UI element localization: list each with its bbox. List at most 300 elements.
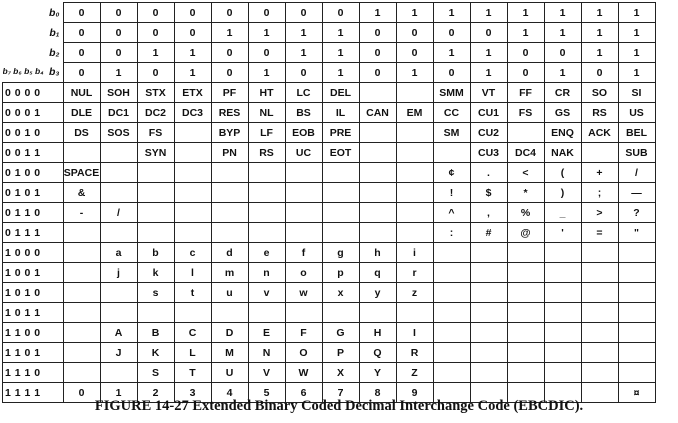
code-cell: J xyxy=(100,343,137,363)
header-bit-cell: 1 xyxy=(137,43,174,63)
code-cell xyxy=(581,263,618,283)
code-cell: LC xyxy=(285,83,322,103)
code-cell: c xyxy=(174,243,211,263)
code-cell: X xyxy=(322,363,359,383)
code-cell xyxy=(544,323,581,343)
code-cell xyxy=(137,163,174,183)
code-cell xyxy=(581,363,618,383)
header-bit-cell: 0 xyxy=(433,23,470,43)
code-cell xyxy=(544,303,581,323)
header-bit-cell: 1 xyxy=(322,23,359,43)
code-cell: CU1 xyxy=(470,103,507,123)
header-bit-cell: 1 xyxy=(248,23,285,43)
header-bit-cell: 1 xyxy=(618,63,655,83)
code-cell xyxy=(507,123,544,143)
code-cell xyxy=(285,183,322,203)
code-cell: 4 xyxy=(211,383,248,403)
code-cell xyxy=(211,223,248,243)
header-bit-cell: 0 xyxy=(507,43,544,63)
code-cell: ? xyxy=(618,203,655,223)
code-cell: z xyxy=(396,283,433,303)
code-cell: CU2 xyxy=(470,123,507,143)
code-row xyxy=(3,143,656,163)
code-cell xyxy=(322,163,359,183)
code-cell: RS xyxy=(248,143,285,163)
code-cell: RS xyxy=(581,103,618,123)
code-cell xyxy=(137,183,174,203)
code-row xyxy=(3,163,656,183)
code-cell xyxy=(322,223,359,243)
code-cell xyxy=(618,303,655,323)
code-cell xyxy=(618,323,655,343)
code-row xyxy=(3,263,656,283)
ebcdic-figure xyxy=(2,2,656,403)
header-bit-cell: 0 xyxy=(63,63,100,83)
code-cell: / xyxy=(618,163,655,183)
code-cell: r xyxy=(396,263,433,283)
code-cell: C xyxy=(174,323,211,343)
code-cell: PRE xyxy=(322,123,359,143)
code-cell xyxy=(396,83,433,103)
code-cell: n xyxy=(248,263,285,283)
row-bits-label: 0 1 1 0 xyxy=(3,203,64,223)
header-bit-cell: 1 xyxy=(396,3,433,23)
header-bit-cell: 0 xyxy=(322,3,359,23)
code-cell: a xyxy=(100,243,137,263)
code-cell xyxy=(322,303,359,323)
code-cell: S xyxy=(137,363,174,383)
header-bit-cell: 0 xyxy=(137,3,174,23)
row-bits-label: 1 1 0 1 xyxy=(3,343,64,363)
header-bit-cell: 1 xyxy=(174,63,211,83)
code-cell: g xyxy=(322,243,359,263)
code-cell xyxy=(507,343,544,363)
code-cell: ¤ xyxy=(618,383,655,403)
code-cell xyxy=(285,223,322,243)
code-cell: P xyxy=(322,343,359,363)
code-cell: W xyxy=(285,363,322,383)
code-cell: v xyxy=(248,283,285,303)
code-cell: D xyxy=(211,323,248,343)
code-cell xyxy=(100,163,137,183)
code-cell xyxy=(581,143,618,163)
code-cell xyxy=(63,143,100,163)
code-cell: I xyxy=(396,323,433,343)
code-cell xyxy=(174,183,211,203)
code-cell xyxy=(211,203,248,223)
header-bit-cell: 0 xyxy=(211,43,248,63)
header-bit-cell: 0 xyxy=(137,63,174,83)
header-bit-cell: 0 xyxy=(285,63,322,83)
code-row xyxy=(3,103,656,123)
code-cell: s xyxy=(137,283,174,303)
code-cell: O xyxy=(285,343,322,363)
header-bit-cell: 1 xyxy=(285,23,322,43)
code-cell: DC1 xyxy=(100,103,137,123)
code-cell: M xyxy=(211,343,248,363)
code-cell: SOS xyxy=(100,123,137,143)
code-cell: BYP xyxy=(211,123,248,143)
code-cell: , xyxy=(470,203,507,223)
code-cell: Q xyxy=(359,343,396,363)
code-cell: DLE xyxy=(63,103,100,123)
row-bits-label: 0 0 0 0 xyxy=(3,83,64,103)
code-cell xyxy=(618,263,655,283)
code-cell: ( xyxy=(544,163,581,183)
code-cell: NUL xyxy=(63,83,100,103)
code-cell: ^ xyxy=(433,203,470,223)
code-cell xyxy=(248,163,285,183)
code-cell: e xyxy=(248,243,285,263)
code-cell xyxy=(433,243,470,263)
code-cell: SOH xyxy=(100,83,137,103)
code-cell xyxy=(544,343,581,363)
code-cell xyxy=(63,283,100,303)
code-cell: / xyxy=(100,203,137,223)
code-cell: l xyxy=(174,263,211,283)
code-cell xyxy=(211,163,248,183)
code-cell xyxy=(174,223,211,243)
code-cell xyxy=(63,363,100,383)
header-bit-cell: 0 xyxy=(174,23,211,43)
code-cell: 3 xyxy=(174,383,211,403)
header-bit-cell: 1 xyxy=(581,43,618,63)
header-bit-cell: 1 xyxy=(544,23,581,43)
code-cell xyxy=(359,143,396,163)
bit-label-b2: b₂ xyxy=(49,46,60,59)
code-cell: EOB xyxy=(285,123,322,143)
code-cell: DC4 xyxy=(507,143,544,163)
header-bit-cell: 1 xyxy=(507,3,544,23)
code-cell: CAN xyxy=(359,103,396,123)
header-bit-cell: 0 xyxy=(433,63,470,83)
code-cell: # xyxy=(470,223,507,243)
code-cell xyxy=(470,303,507,323)
code-cell: 1 xyxy=(100,383,137,403)
code-cell: ) xyxy=(544,183,581,203)
code-cell: DEL xyxy=(322,83,359,103)
code-cell xyxy=(100,363,137,383)
header-bit-cell: 1 xyxy=(581,23,618,43)
code-cell: 7 xyxy=(322,383,359,403)
code-cell: - xyxy=(63,203,100,223)
header-bit-cell: 0 xyxy=(507,63,544,83)
code-cell: h xyxy=(359,243,396,263)
code-cell: o xyxy=(285,263,322,283)
code-cell xyxy=(359,163,396,183)
code-cell xyxy=(396,183,433,203)
code-cell: ENQ xyxy=(544,123,581,143)
header-bit-cell: 0 xyxy=(359,23,396,43)
code-cell: US xyxy=(618,103,655,123)
header-bit-cell: 1 xyxy=(248,63,285,83)
code-cell: N xyxy=(248,343,285,363)
code-cell xyxy=(581,243,618,263)
header-bit-cell: 0 xyxy=(396,43,433,63)
code-cell: 8 xyxy=(359,383,396,403)
code-row xyxy=(3,83,656,103)
code-cell: SI xyxy=(618,83,655,103)
header-bit-cell: 1 xyxy=(322,63,359,83)
code-cell: BS xyxy=(285,103,322,123)
code-cell: K xyxy=(137,343,174,363)
header-bit-cell: 1 xyxy=(174,43,211,63)
code-cell: > xyxy=(581,203,618,223)
code-cell xyxy=(100,223,137,243)
code-cell: Y xyxy=(359,363,396,383)
code-cell xyxy=(618,243,655,263)
code-cell: RES xyxy=(211,103,248,123)
code-cell: : xyxy=(433,223,470,243)
code-cell: F xyxy=(285,323,322,343)
code-cell: < xyxy=(507,163,544,183)
code-cell: BEL xyxy=(618,123,655,143)
code-cell xyxy=(359,203,396,223)
code-cell: t xyxy=(174,283,211,303)
code-cell: UC xyxy=(285,143,322,163)
code-cell: d xyxy=(211,243,248,263)
code-cell: SYN xyxy=(137,143,174,163)
code-cell xyxy=(507,263,544,283)
code-cell: SMM xyxy=(433,83,470,103)
row-bits-label: 1 1 1 0 xyxy=(3,363,64,383)
code-cell xyxy=(63,343,100,363)
row-bits-label: 0 0 0 1 xyxy=(3,103,64,123)
code-cell: L xyxy=(174,343,211,363)
code-cell: * xyxy=(507,183,544,203)
code-cell: _ xyxy=(544,203,581,223)
code-cell xyxy=(396,203,433,223)
code-cell xyxy=(396,303,433,323)
bit-label-b0: b₀ xyxy=(48,6,60,19)
header-bit-cell: 0 xyxy=(211,63,248,83)
code-cell: DC3 xyxy=(174,103,211,123)
header-bit-cell: 0 xyxy=(100,23,137,43)
header-bit-cell: 1 xyxy=(433,43,470,63)
code-cell: ; xyxy=(581,183,618,203)
code-cell: p xyxy=(322,263,359,283)
code-cell: LF xyxy=(248,123,285,143)
code-cell xyxy=(544,243,581,263)
code-cell: ACK xyxy=(581,123,618,143)
header-bit-cell: 1 xyxy=(433,3,470,23)
header-bit-cell: 0 xyxy=(174,3,211,23)
code-cell xyxy=(618,283,655,303)
code-cell xyxy=(322,183,359,203)
code-cell xyxy=(470,263,507,283)
code-cell: R xyxy=(396,343,433,363)
code-cell: q xyxy=(359,263,396,283)
header-bit-cell: 0 xyxy=(544,43,581,63)
code-cell: u xyxy=(211,283,248,303)
row-bits-label: 1 1 1 1 xyxy=(3,383,64,403)
code-cell: NAK xyxy=(544,143,581,163)
code-cell xyxy=(507,323,544,343)
bit-label-b3: b₇ b₆ b₅ b₄ b₃ xyxy=(2,66,60,79)
header-bit-cell: 0 xyxy=(248,43,285,63)
code-cell: VT xyxy=(470,83,507,103)
code-cell xyxy=(248,183,285,203)
code-cell xyxy=(581,343,618,363)
code-cell xyxy=(63,263,100,283)
bit-label-b1: b₁ xyxy=(49,26,60,39)
code-cell: PN xyxy=(211,143,248,163)
code-cell: " xyxy=(618,223,655,243)
code-cell: PF xyxy=(211,83,248,103)
row-bits-label: 1 0 1 0 xyxy=(3,283,64,303)
code-row xyxy=(3,323,656,343)
code-cell: NL xyxy=(248,103,285,123)
code-cell xyxy=(63,323,100,343)
row-bits-label: 0 1 0 1 xyxy=(3,183,64,203)
code-cell xyxy=(507,243,544,263)
code-cell: EOT xyxy=(322,143,359,163)
code-cell xyxy=(285,203,322,223)
header-bit-cell: 0 xyxy=(63,3,100,23)
header-bit-cell: 1 xyxy=(322,43,359,63)
code-cell xyxy=(100,283,137,303)
code-cell xyxy=(581,283,618,303)
code-row xyxy=(3,243,656,263)
code-cell xyxy=(137,203,174,223)
code-cell xyxy=(433,263,470,283)
code-cell: FS xyxy=(137,123,174,143)
code-cell xyxy=(285,303,322,323)
header-bit-cell: 0 xyxy=(285,3,322,23)
code-cell xyxy=(63,303,100,323)
code-cell xyxy=(544,283,581,303)
code-cell: + xyxy=(581,163,618,183)
code-cell xyxy=(359,83,396,103)
code-cell: CC xyxy=(433,103,470,123)
code-cell: FS xyxy=(507,103,544,123)
code-cell: A xyxy=(100,323,137,343)
code-cell xyxy=(100,143,137,163)
code-cell: B xyxy=(137,323,174,343)
code-cell: SPACE xyxy=(63,163,100,183)
code-cell xyxy=(211,183,248,203)
header-bit-cell: 1 xyxy=(581,3,618,23)
row-bits-label: 0 1 1 1 xyxy=(3,223,64,243)
code-row xyxy=(3,343,656,363)
code-cell xyxy=(137,303,174,323)
code-cell: ¢ xyxy=(433,163,470,183)
code-cell xyxy=(359,183,396,203)
header-bit-cell: 0 xyxy=(63,43,100,63)
code-cell: G xyxy=(322,323,359,343)
code-cell: E xyxy=(248,323,285,343)
corner-bit-label-text: b₇ b₆ b₅ b₄ xyxy=(2,66,44,77)
code-cell: H xyxy=(359,323,396,343)
code-cell xyxy=(100,183,137,203)
code-cell: Z xyxy=(396,363,433,383)
code-cell: w xyxy=(285,283,322,303)
code-cell xyxy=(396,223,433,243)
header-bit-cell: 1 xyxy=(100,63,137,83)
code-cell xyxy=(396,123,433,143)
code-cell xyxy=(507,363,544,383)
code-cell xyxy=(174,203,211,223)
header-bit-cell: 0 xyxy=(137,23,174,43)
code-cell: i xyxy=(396,243,433,263)
code-cell xyxy=(396,143,433,163)
code-row xyxy=(3,223,656,243)
code-cell xyxy=(174,123,211,143)
ebcdic-table xyxy=(2,2,656,403)
code-cell xyxy=(248,203,285,223)
code-cell xyxy=(174,303,211,323)
code-cell: — xyxy=(618,183,655,203)
header-bit-cell: 0 xyxy=(100,43,137,63)
code-cell: DS xyxy=(63,123,100,143)
code-cell xyxy=(544,263,581,283)
header-bit-cell: 1 xyxy=(285,43,322,63)
code-cell: k xyxy=(137,263,174,283)
row-bits-label: 0 0 1 0 xyxy=(3,123,64,143)
header-bit-cell: 1 xyxy=(470,43,507,63)
header-bit-cell: 0 xyxy=(470,23,507,43)
code-cell: FF xyxy=(507,83,544,103)
code-cell xyxy=(433,363,470,383)
header-bit-cell: 0 xyxy=(63,23,100,43)
code-cell xyxy=(211,303,248,323)
row-bits-label: 0 0 1 1 xyxy=(3,143,64,163)
code-cell: & xyxy=(63,183,100,203)
code-cell: 0 xyxy=(63,383,100,403)
code-cell xyxy=(433,323,470,343)
code-cell: T xyxy=(174,363,211,383)
header-bit-cell: 0 xyxy=(100,3,137,23)
code-cell xyxy=(470,283,507,303)
code-cell xyxy=(618,343,655,363)
code-cell: . xyxy=(470,163,507,183)
code-cell xyxy=(470,243,507,263)
code-cell xyxy=(470,323,507,343)
figure-caption: FIGURE 14-27 Extended Binary Coded Decimal Interchange Code (EBCDIC). xyxy=(94,398,584,414)
header-bit-cell: 1 xyxy=(211,23,248,43)
code-cell: CR xyxy=(544,83,581,103)
code-cell: ! xyxy=(433,183,470,203)
code-cell xyxy=(433,143,470,163)
code-row xyxy=(3,303,656,323)
code-cell xyxy=(581,323,618,343)
code-cell: CU3 xyxy=(470,143,507,163)
code-cell xyxy=(248,223,285,243)
code-cell: f xyxy=(285,243,322,263)
code-cell: 2 xyxy=(137,383,174,403)
code-cell xyxy=(137,223,174,243)
header-bit-cell: 0 xyxy=(396,23,433,43)
header-bit-cell: 0 xyxy=(359,63,396,83)
code-cell: SUB xyxy=(618,143,655,163)
code-cell: EM xyxy=(396,103,433,123)
code-cell xyxy=(618,363,655,383)
header-row-b3 xyxy=(3,63,656,83)
code-cell: $ xyxy=(470,183,507,203)
code-cell xyxy=(63,243,100,263)
code-cell: SM xyxy=(433,123,470,143)
code-cell xyxy=(174,163,211,183)
header-row-b1 xyxy=(3,23,656,43)
code-cell: ETX xyxy=(174,83,211,103)
header-bit-cell: 1 xyxy=(544,3,581,23)
code-cell xyxy=(544,363,581,383)
code-cell xyxy=(248,303,285,323)
header-row-b0 xyxy=(3,3,656,23)
code-cell xyxy=(433,283,470,303)
row-bits-label: 0 1 0 0 xyxy=(3,163,64,183)
code-cell: % xyxy=(507,203,544,223)
